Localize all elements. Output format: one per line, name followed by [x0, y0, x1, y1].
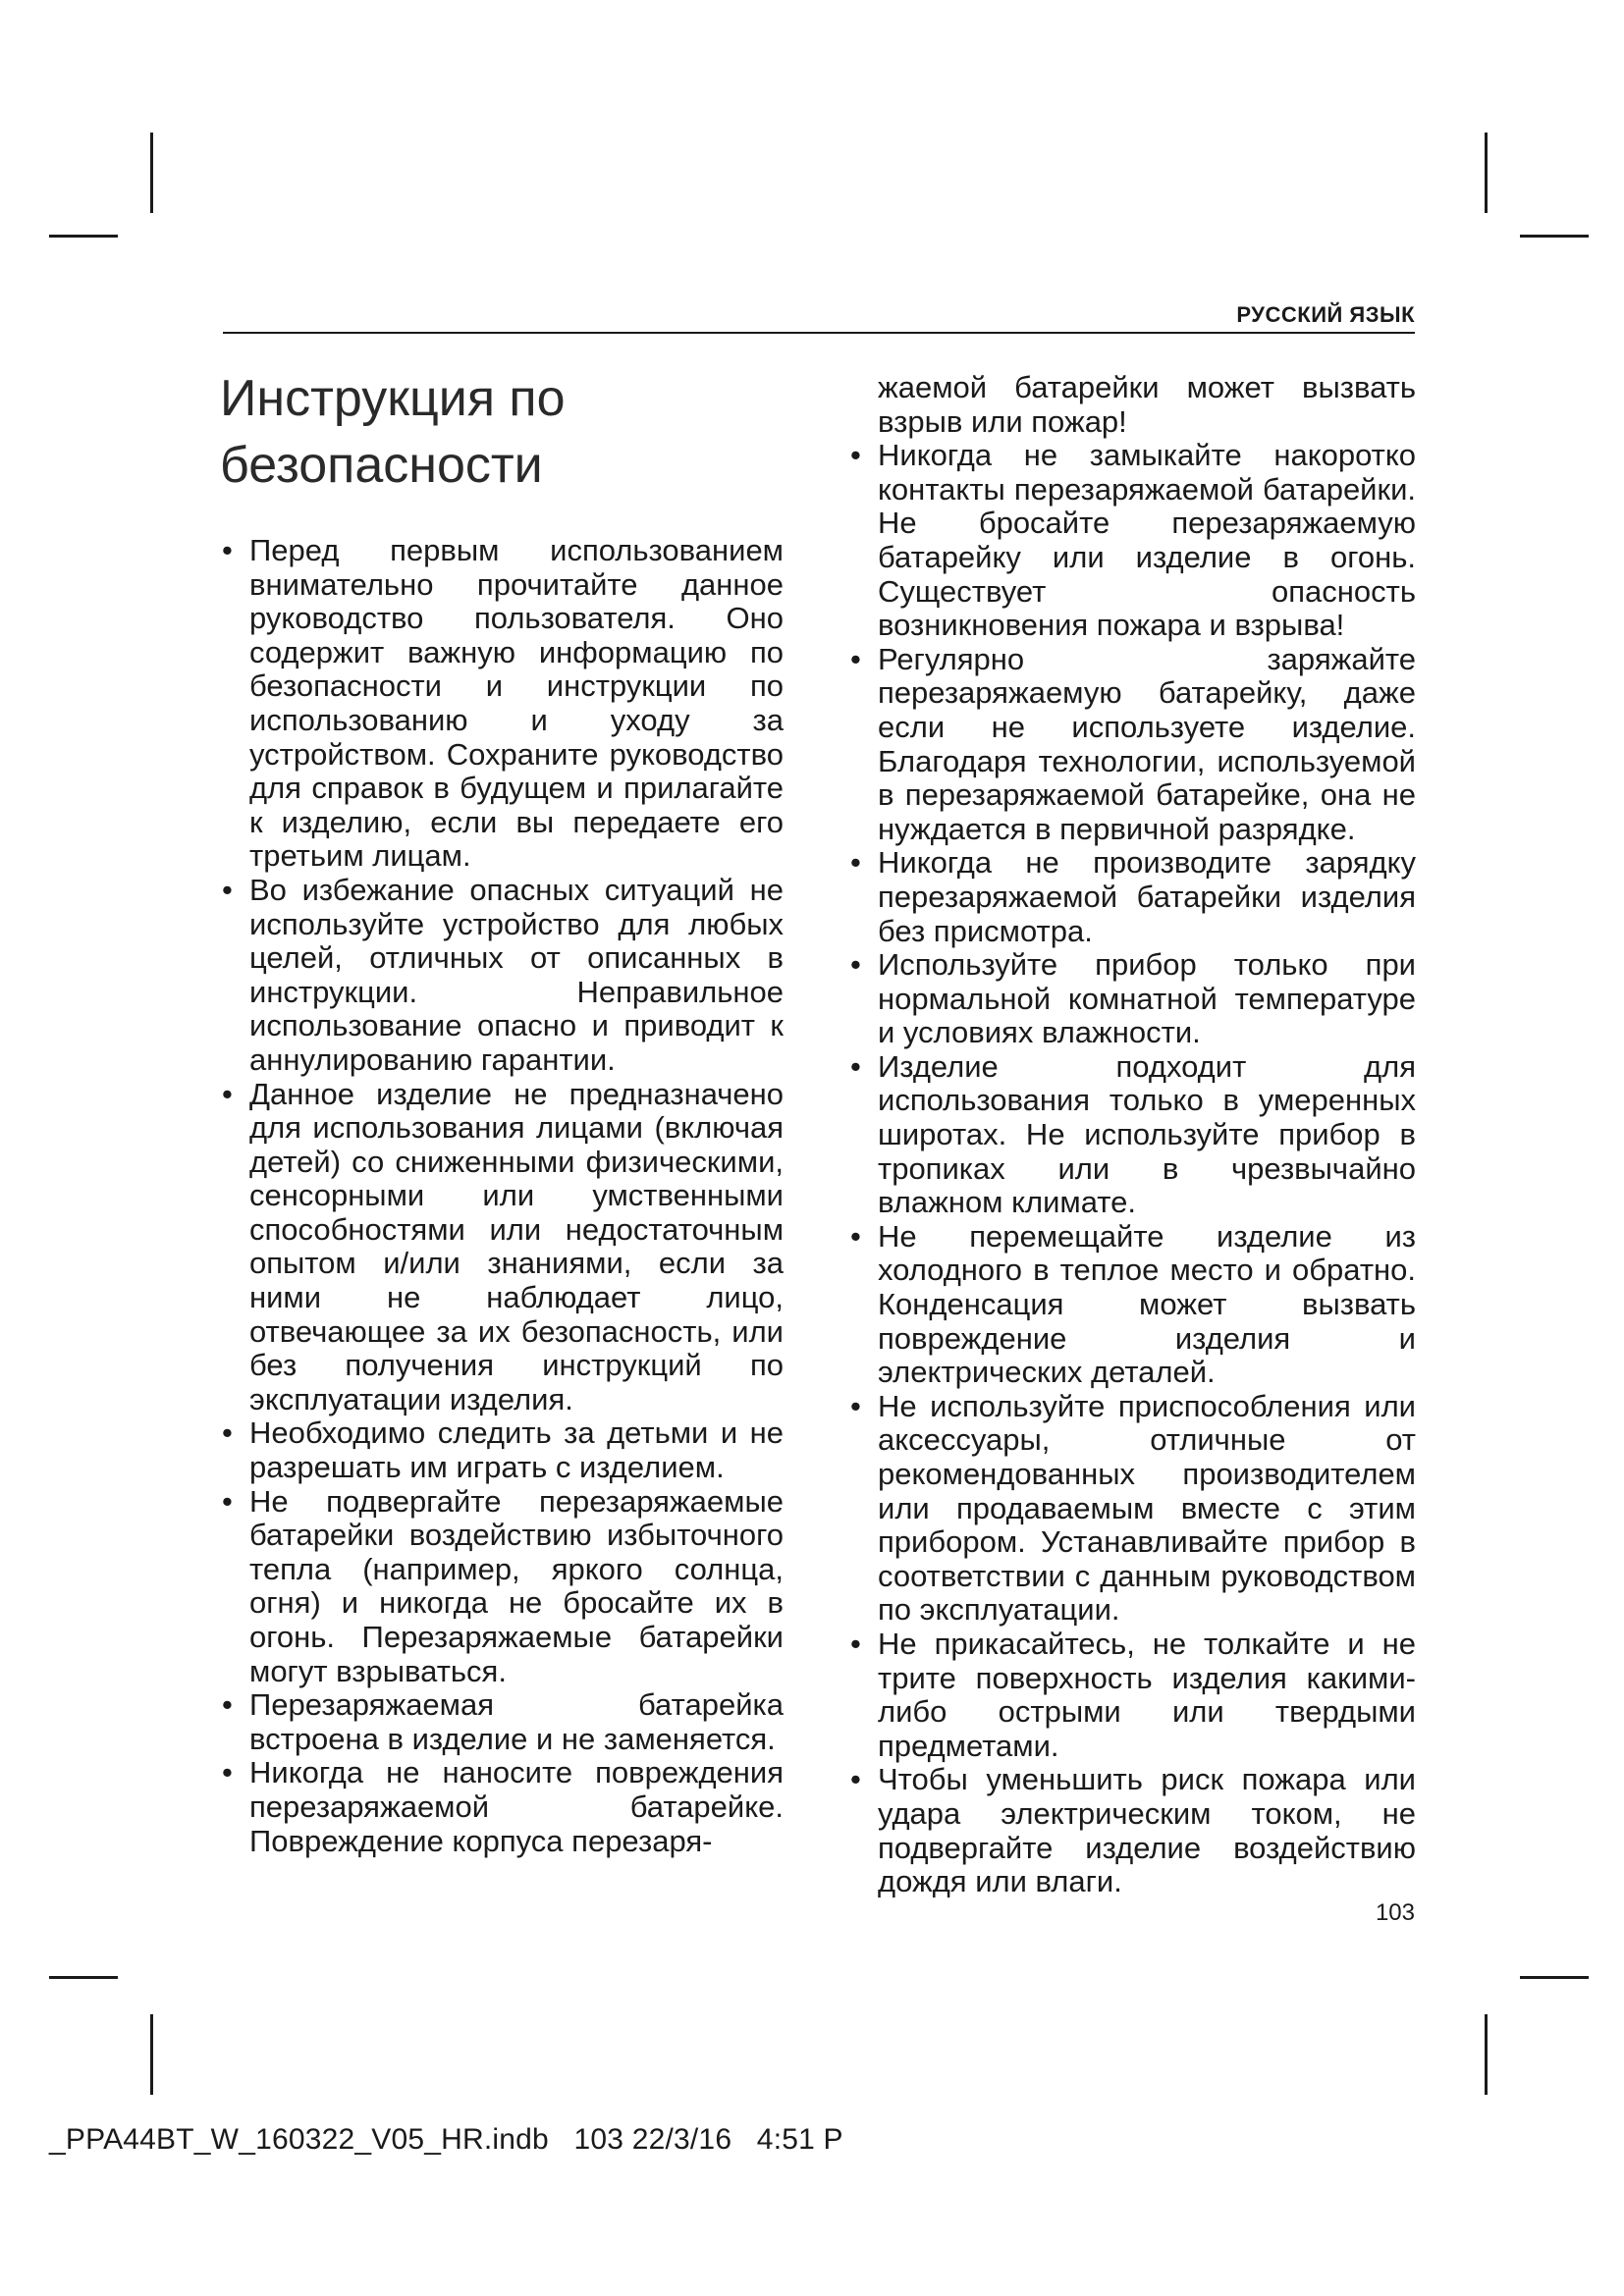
bullet-icon: •	[222, 1076, 233, 1111]
list-item	[850, 948, 1416, 1050]
list-item	[222, 1078, 784, 1417]
list-item	[222, 1756, 784, 1858]
bullet-icon: •	[222, 533, 233, 567]
bullet-icon: •	[850, 1048, 861, 1084]
crop-mark-bottom-right-horizontal	[1520, 1976, 1589, 1979]
bullet-icon: •	[850, 845, 861, 881]
list-item-text: жаемой батарейки может вызвать взрыв или пожар!	[878, 370, 1416, 439]
list-item-text: Перезаряжаемая батарейка встроена в изделие и не заменяется.	[249, 1687, 784, 1756]
list-item-text: Не используйте приспособления или аксессуары, отличные от рекомендованных производителем или продаваемым вместе с этим прибором. Устанавливайте прибор в соответствии с данным руководством по эксплуатации.	[878, 1388, 1416, 1628]
print-slug-footer: _PPA44BT_W_160322_V05_HR.indb 103 22/3/16 4:51 P	[49, 2123, 843, 2156]
list-item-text: Регулярно заряжайте перезаряжаемую батарейку, даже если не используете изделие. Благодаря технологии, используемой в перезаряжаемой батарейке, она не нуждается в первичной разрядке.	[878, 641, 1416, 846]
page-title: Инструкция по безопасности	[220, 370, 566, 494]
bullet-icon: •	[850, 1388, 861, 1423]
list-item-text: Никогда не производите зарядку перезаряжаемой батарейки изделия без присмотра.	[878, 845, 1416, 948]
header-rule	[223, 332, 1415, 334]
crop-mark-bottom-left-horizontal	[49, 1976, 118, 1979]
bullet-icon: •	[222, 1415, 233, 1451]
list-item-text: Изделие подходит для использования только в умеренных широтах. Не используйте прибор в тропиках или в чрезвычайно влажном климате.	[878, 1048, 1416, 1220]
list-item	[222, 1688, 784, 1756]
list-item	[850, 643, 1416, 847]
list-item-text: Используйте прибор только при нормальной комнатной температуре и условиях влажности.	[878, 947, 1416, 1050]
crop-mark-bottom-right-vertical	[1485, 2014, 1488, 2095]
list-item-text: Не прикасайтесь, не толкайте и не трите поверхность изделия какими-либо острыми или твердыми предметами.	[878, 1626, 1416, 1763]
bullet-icon: •	[850, 947, 861, 983]
list-item-text: Никогда не замыкайте накоротко контакты перезаряжаемой батарейки. Не бросайте перезаряжаемую батарейку или изделие в огонь. Существует опасность возникновения пожара и взрыва!	[878, 438, 1416, 643]
right-column-list	[850, 371, 1416, 1899]
left-column-list	[222, 534, 784, 1858]
list-item-text: Чтобы уменьшить риск пожара или удара электрическим током, не подвергайте изделие воздействию дождя или влаги.	[878, 1762, 1416, 1899]
list-item-text: Данное изделие не предназначено для использования лицами (включая детей) со сниженными физическими, сенсорными или умственными способностями или недостаточным опытом и/или знаниями, если за ними не наблюдает лицо, отвечающее за их безопасность, или без получения инструкций по эксплуатации изделия.	[249, 1076, 784, 1416]
bullet-icon: •	[850, 641, 861, 676]
list-item-continuation	[850, 371, 1416, 439]
bullet-icon: •	[850, 1626, 861, 1661]
crop-mark-top-right-horizontal	[1520, 235, 1589, 238]
bullet-icon: •	[222, 1483, 233, 1519]
list-item-text: Во избежание опасных ситуаций не используйте устройство для любых целей, отличных от описанных в инструкции. Неправильное использование опасно и приводит к аннулированию гарантии.	[249, 872, 784, 1077]
bullet-icon: •	[222, 872, 233, 907]
list-item	[222, 1416, 784, 1484]
list-item	[850, 1763, 1416, 1898]
bullet-icon: •	[850, 1218, 861, 1254]
language-header: РУССКИЙ ЯЗЫК	[1236, 302, 1415, 327]
list-item-text: Перед первым использованием внимательно прочитайте данное руководство пользователя. Оно содержит важную информацию по безопасности и инструкции по использованию и уходу за устройством. Сохраните руководство для справок в будущем и прилагайте к изделию, если вы передаете его третьим лицам.	[249, 533, 784, 874]
list-item	[850, 1628, 1416, 1763]
crop-mark-top-left-horizontal	[49, 235, 118, 238]
bullet-icon: •	[222, 1755, 233, 1790]
crop-mark-top-right-vertical	[1485, 133, 1488, 213]
list-item	[222, 1485, 784, 1689]
bullet-icon: •	[850, 438, 861, 473]
list-item-text: Никогда не наносите повреждения перезаряжаемой батарейке. Повреждение корпуса перезаря-	[249, 1755, 784, 1858]
page-number: 103	[1375, 1899, 1415, 1926]
list-item	[850, 1220, 1416, 1390]
list-item	[222, 874, 784, 1078]
list-item	[222, 534, 784, 874]
bullet-icon: •	[222, 1687, 233, 1723]
crop-mark-top-left-vertical	[150, 133, 153, 213]
list-item-text: Не перемещайте изделие из холодного в теплое место и обратно. Конденсация может вызвать повреждение изделия и электрических деталей.	[878, 1218, 1416, 1390]
bullet-icon: •	[850, 1762, 861, 1797]
list-item-text: Необходимо следить за детьми и не разрешать им играть с изделием.	[249, 1415, 784, 1485]
list-item	[850, 1390, 1416, 1628]
list-item-text: Не подвергайте перезаряжаемые батарейки воздействию избыточного тепла (например, яркого солнца, огня) и никогда не бросайте их в огонь. Перезаряжаемые батарейки могут взрываться.	[249, 1483, 784, 1688]
list-item	[850, 846, 1416, 948]
list-item	[850, 1050, 1416, 1220]
list-item	[850, 439, 1416, 643]
crop-mark-bottom-left-vertical	[150, 2014, 153, 2095]
